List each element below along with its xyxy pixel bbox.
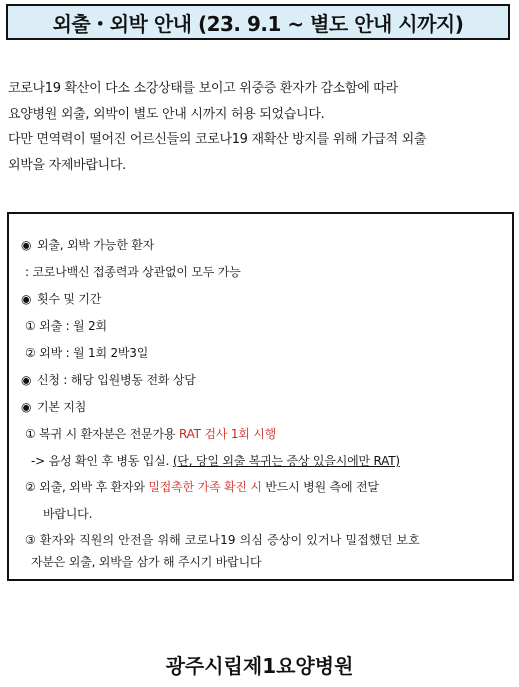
section-heading-text: 기본 지침: [37, 400, 87, 414]
hospital-name: 광주시립제1요양병원: [165, 654, 354, 678]
list-item: [25, 478, 379, 495]
section-heading-text: 횟수 및 기간: [37, 292, 102, 306]
list-item: ③ 환자와 직원의 안전을 위해 코로나19 의심 증상이 있거나 밀접했던 보호: [25, 533, 420, 547]
highlight-text: RAT 검사 1회 시행: [178, 427, 277, 441]
bullet-icon: ◉: [21, 373, 32, 387]
bullet-icon: ◉: [21, 292, 32, 306]
section-detail: : 코로나백신 접종력과 상관없이 모두 가능: [25, 265, 241, 279]
list-item-text: 반드시 병원 측에 전달: [261, 480, 379, 494]
intro-paragraph: [8, 76, 513, 178]
intro-line: 요양병원 외출, 외박이 별도 안내 시까지 허용 되었습니다.: [8, 106, 325, 122]
note-text: -> 음성 확인 후 병동 입실.: [31, 454, 173, 468]
intro-line: 외박을 자제바랍니다.: [8, 157, 126, 173]
list-item-note: [31, 452, 400, 469]
page-title: 외출・외박 안내 (23. 9.1 ~ 별도 안내 시까지): [6, 4, 510, 40]
list-item-continuation: 자분은 외출, 외박을 삼가 해 주시기 바랍니다: [31, 555, 262, 569]
section-heading-text: 신청 : 해당 입원병동 전화 상담: [37, 373, 196, 387]
bullet-icon: ◉: [21, 400, 32, 414]
list-item: ② 외박 : 월 1회 2박3일: [25, 346, 149, 360]
intro-line: 코로나19 확산이 다소 소강상태를 보이고 위중증 환자가 감소함에 따라: [8, 81, 398, 96]
underlined-note: (단, 당일 외출 복귀는 증상 있을시에만 RAT): [172, 454, 400, 468]
highlight-text: 밀접촉한 가족 확진 시: [148, 480, 262, 494]
bullet-icon: ◉: [21, 238, 32, 252]
list-item: [25, 425, 276, 442]
notice-box: [7, 212, 514, 581]
section-heading: [21, 398, 86, 415]
list-item: ① 외출 : 월 2회: [25, 319, 107, 333]
section-heading-text: 외출, 외박 가능한 환자: [37, 238, 154, 252]
list-item-text: ② 외출, 외박 후 환자와: [25, 480, 149, 494]
intro-line: 다만 면역력이 떨어진 어르신들의 코로나19 재확산 방지를 위해 가급적 외출: [8, 132, 427, 147]
section-heading: [21, 371, 196, 388]
list-item-continuation: 바랍니다.: [43, 507, 93, 521]
list-item-text: ① 복귀 시 환자분은 전문가용: [25, 427, 179, 441]
section-heading: [21, 236, 154, 253]
section-heading: [21, 290, 101, 307]
